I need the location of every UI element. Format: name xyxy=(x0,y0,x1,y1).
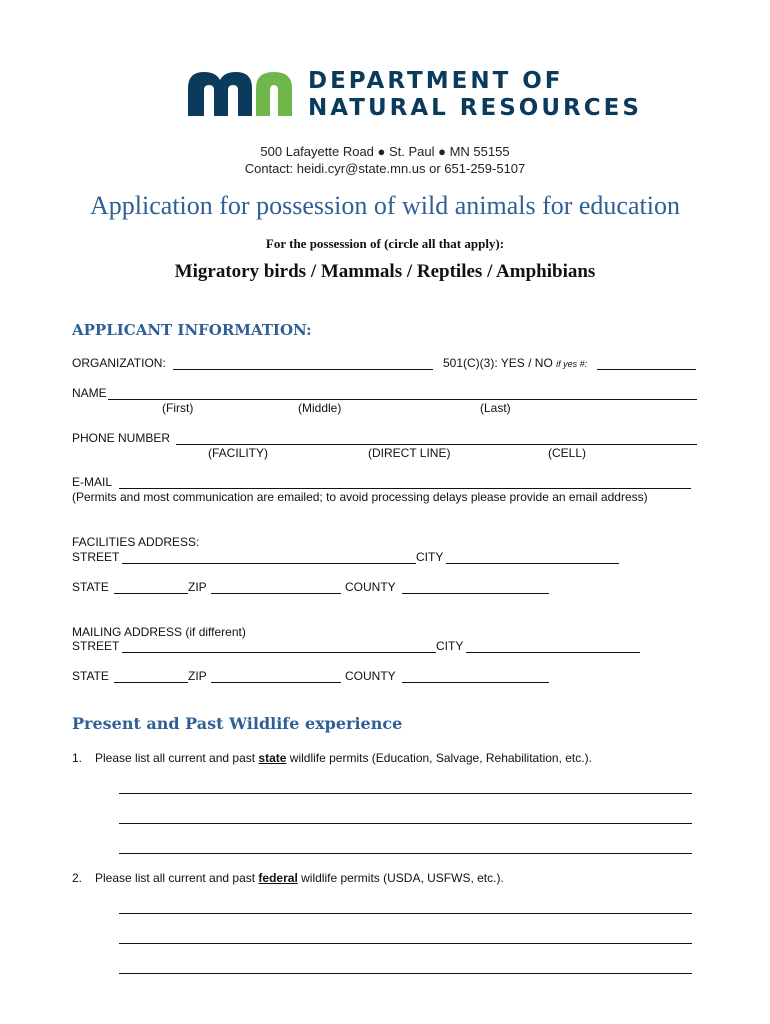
mailing-county-field[interactable] xyxy=(402,682,549,683)
street-label: STREET xyxy=(72,550,120,564)
experience-heading: Present and Past Wildlife experience xyxy=(72,714,403,733)
state-label: STATE xyxy=(72,580,109,594)
q2-answer-line[interactable] xyxy=(119,913,692,914)
direct-line-caption: (DIRECT LINE) xyxy=(368,446,451,460)
email-note: (Permits and most communication are emailed; to avoid processing delays please provide an email address) xyxy=(72,490,648,504)
q1-answer-line[interactable] xyxy=(119,853,692,854)
county-label: COUNTY xyxy=(345,580,396,594)
mailing-city-field[interactable] xyxy=(466,652,640,653)
c3-number-field[interactable] xyxy=(597,369,696,370)
species-options[interactable]: Migratory birds / Mammals / Reptiles / Amphibians xyxy=(174,261,596,282)
mailing-street-field[interactable] xyxy=(122,652,436,653)
address: 500 Lafayette Road ● St. Paul ● MN 55155 xyxy=(260,144,510,159)
name-label: NAME xyxy=(72,386,107,400)
mailing-city-label: CITY xyxy=(436,639,464,653)
mn-logo-icon xyxy=(184,68,296,118)
mailing-state-label: STATE xyxy=(72,669,109,683)
facility-caption: (FACILITY) xyxy=(208,446,269,460)
email-label: E-MAIL xyxy=(72,475,113,489)
dept-name-line1: DEPARTMENT OF xyxy=(308,68,564,94)
c3-label: 501(C)(3): YES / NO if yes #: xyxy=(443,356,588,370)
dept-name-line2: NATURAL RESOURCES xyxy=(308,95,642,121)
city-field[interactable] xyxy=(446,563,619,564)
phone-label: PHONE NUMBER xyxy=(72,431,171,445)
zip-label: ZIP xyxy=(188,580,207,594)
organization-field[interactable] xyxy=(173,369,433,370)
first-caption: (First) xyxy=(162,401,194,415)
q1-text: Please list all current and past state wildlife permits (Education, Salvage, Rehabilitation, etc.). xyxy=(95,751,592,765)
name-field[interactable] xyxy=(108,399,697,400)
mailing-state-field[interactable] xyxy=(114,682,188,683)
middle-caption: (Middle) xyxy=(298,401,342,415)
mailing-zip-label: ZIP xyxy=(188,669,207,683)
q2-answer-line[interactable] xyxy=(119,943,692,944)
q2-text: Please list all current and past federal wildlife permits (USDA, USFWS, etc.). xyxy=(95,871,504,885)
county-field[interactable] xyxy=(402,593,549,594)
city-label: CITY xyxy=(416,550,444,564)
email-field[interactable] xyxy=(119,488,691,489)
applicant-heading: APPLICANT INFORMATION: xyxy=(72,321,312,339)
last-caption: (Last) xyxy=(480,401,511,415)
q1-answer-line[interactable] xyxy=(119,793,692,794)
mailing-county-label: COUNTY xyxy=(345,669,396,683)
street-field[interactable] xyxy=(122,563,416,564)
organization-label: ORGANIZATION: xyxy=(72,356,166,370)
phone-field[interactable] xyxy=(176,444,697,445)
mailing-heading: MAILING ADDRESS (if different) xyxy=(72,625,246,639)
page-title: Application for possession of wild animals for education xyxy=(90,191,680,220)
subtitle: For the possession of (circle all that apply): xyxy=(265,236,505,251)
facilities-heading: FACILITIES ADDRESS: xyxy=(72,535,200,549)
q2-answer-line[interactable] xyxy=(119,973,692,974)
q1-answer-line[interactable] xyxy=(119,823,692,824)
state-field[interactable] xyxy=(114,593,188,594)
mailing-street-label: STREET xyxy=(72,639,120,653)
cell-caption: (CELL) xyxy=(548,446,587,460)
zip-field[interactable] xyxy=(211,593,341,594)
contact: Contact: heidi.cyr@state.mn.us or 651-259-5107 xyxy=(244,161,526,176)
q2-number: 2. xyxy=(72,871,83,885)
q1-number: 1. xyxy=(72,751,83,765)
mailing-zip-field[interactable] xyxy=(211,682,341,683)
